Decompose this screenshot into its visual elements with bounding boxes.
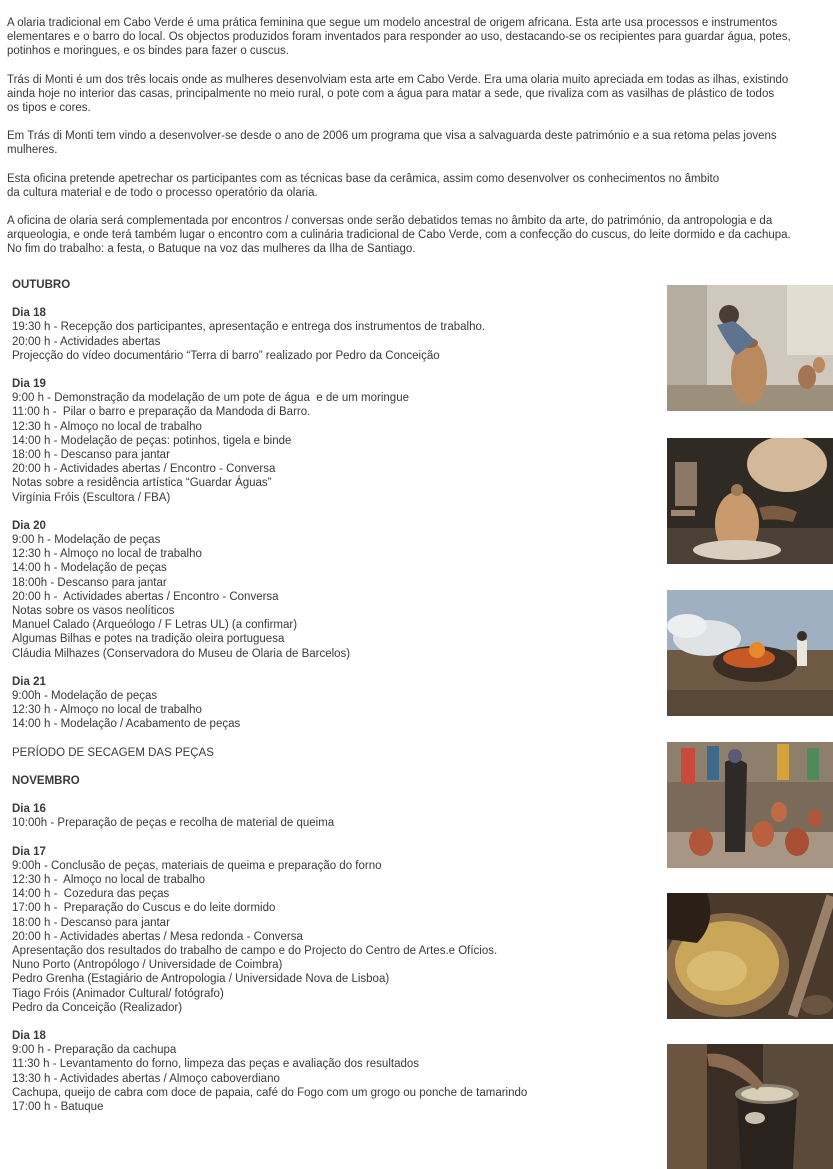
schedule-line: 10:00h - Preparação de peças e recolha de material de queima: [12, 817, 335, 830]
drying-period-label: PERÍODO DE SECAGEM DAS PEÇAS: [12, 746, 214, 759]
schedule-line: Cláudia Milhazes (Conservadora do Museu de Olaria de Barcelos): [12, 647, 351, 660]
october-days: [12, 306, 652, 731]
schedule-line: Cachupa, queijo de cabra com doce de papaia, café do Fogo com um grogo ou ponche de tamarindo: [12, 1086, 528, 1099]
november-days: [12, 802, 652, 1114]
schedule-day: [12, 519, 652, 661]
month-heading-november: NOVEMBRO: [12, 774, 80, 787]
intro-paragraph: Em Trás di Monti tem vindo a desenvolver-se desde o ano de 2006 um programa que visa a salvaguarda deste património e a sua retoma pelas jovens mulheres.: [7, 130, 777, 157]
schedule-line: Virgínia Fróis (Escultora / FBA): [12, 491, 171, 504]
day-title: Dia 18: [12, 1029, 46, 1042]
schedule-line: 12:30 h - Almoço no local de trabalho: [12, 548, 202, 561]
schedule: [12, 278, 652, 1128]
schedule-line: 19:30 h - Recepção dos participantes, apresentação e entrega dos instrumentos de trabalho.: [12, 321, 486, 334]
schedule-line: Pedro Grenha (Estagiário de Antropologia / Universidade Nova de Lisboa): [12, 973, 390, 986]
schedule-line: 9:00 h - Demonstração da modelação de um pote de água e de um moringue: [12, 392, 409, 405]
schedule-line: Algumas Bilhas e potes na tradição oleira portuguesa: [12, 633, 285, 646]
schedule-line: Notas sobre os vasos neolíticos: [12, 605, 175, 618]
day-title: Dia 18: [12, 307, 46, 320]
schedule-line: 20:00 h - Actividades abertas / Mesa redonda - Conversa: [12, 930, 303, 943]
schedule-line: Projecção do vídeo documentário “Terra di barro” realizado por Pedro da Conceição: [12, 349, 440, 362]
schedule-line: 17:00 h - Preparação do Cuscus e do leite dormido: [12, 902, 276, 915]
photo-hands-shaping-pot: [667, 438, 833, 564]
schedule-line: 18:00 h - Descanso para jantar: [12, 449, 170, 462]
day-title: Dia 20: [12, 519, 46, 532]
schedule-line: Nuno Porto (Antropólogo / Universidade de Coimbra): [12, 959, 283, 972]
schedule-line: 20:00 h - Actividades abertas / Encontro - Conversa: [12, 463, 276, 476]
schedule-line: 9:00 h - Modelação de peças: [12, 534, 161, 547]
intro-paragraph: Trás di Monti é um dos três locais onde as mulheres desenvolviam esta arte em Cabo Verde. Era uma olaria muito apreciada em todas as ilhas, existindo ainda hoje no interior das casas, principalmente no meio rural, o pote com a água para matar a sede, que rivaliza com as vasilhas de plástico de todos os tipos e cores.: [7, 73, 789, 115]
intro-paragraph: A olaria tradicional em Cabo Verde é uma prática feminina que segue um modelo ancestral de origem africana. Esta arte usa processos e instrumentos elementares e o barro do local. Os objectos produzidos foram inventados para responder ao uso, destacando-se os recipientes para guardar água, potes, potinhos e moringues, e os bindes para fazer o cuscus.: [7, 17, 791, 58]
schedule-day: [12, 306, 652, 363]
day-title: Dia 16: [12, 803, 46, 816]
schedule-line: Manuel Calado (Arqueólogo / F Letras UL) (a confirmar): [12, 619, 298, 632]
day-title: Dia 19: [12, 378, 46, 391]
schedule-line: 18:00h - Descanso para jantar: [12, 576, 167, 589]
schedule-line: 14:00 h - Cozedura das peças: [12, 888, 170, 901]
day-title: Dia 17: [12, 845, 46, 858]
schedule-day: [12, 845, 652, 1015]
intro-paragraph: Esta oficina pretende apetrechar os participantes com as técnicas base da cerâmica, assim como desenvolver os conhecimentos no âmbito da cultura material e de todo o processo operatório da olaria.: [7, 172, 720, 199]
schedule-line: 17:00 h - Batuque: [12, 1100, 104, 1113]
day-title: Dia 21: [12, 675, 46, 688]
schedule-line: 9:00h - Conclusão de peças, materiais de queima e preparação do forno: [12, 859, 382, 872]
intro-text: [7, 16, 827, 271]
schedule-line: 11:00 h - Pilar o barro e preparação da Mandoda di Barro.: [12, 406, 311, 419]
photo-potter-at-wheel: [667, 285, 833, 411]
schedule-line: Notas sobre a residência artística “Guardar Águas”: [12, 477, 272, 490]
schedule-line: 14:00 h - Modelação de peças: potinhos, tigela e binde: [12, 434, 292, 447]
schedule-line: 20:00 h - Actividades abertas / Encontro - Conversa: [12, 590, 279, 603]
photo-cooking-pot: [667, 1044, 833, 1169]
schedule-line: 14:00 h - Modelação de peças: [12, 562, 167, 575]
schedule-line: 11:30 h - Levantamento do forno, limpeza das peças e avaliação dos resultados: [12, 1058, 420, 1071]
schedule-line: 9:00h - Modelação de peças: [12, 690, 158, 703]
schedule-line: 20:00 h - Actividades abertas: [12, 335, 161, 348]
schedule-day: [12, 675, 652, 732]
schedule-line: 14:00 h - Modelação / Acabamento de peças: [12, 718, 241, 731]
intro-paragraph: A oficina de olaria será complementada por encontros / conversas onde serão debatidos temas no âmbito da arte, do património, da antropologia e da arqueologia, e onde terá também lugar o encontro com a culinária tradicional de Cabo Verde, com a confecção do cuscus, do leite dormido e da cachupa. No fim do trabalho: a festa, o Batuque na voz das mulheres da Ilha de Santiago.: [7, 215, 791, 256]
photo-crowd-with-pots: [667, 742, 833, 868]
photo-open-firing: [667, 590, 833, 716]
schedule-line: 9:00 h - Preparação da cachupa: [12, 1044, 177, 1057]
photo-grain-in-mortar: [667, 893, 833, 1019]
schedule-day: [12, 802, 652, 830]
schedule-day: [12, 1029, 652, 1114]
schedule-line: Pedro da Conceição (Realizador): [12, 1001, 183, 1014]
schedule-line: 13:30 h - Actividades abertas / Almoço caboverdiano: [12, 1072, 280, 1085]
schedule-line: Tiago Fróis (Animador Cultural/ fotógrafo): [12, 987, 224, 1000]
schedule-line: 18:00 h - Descanso para jantar: [12, 916, 170, 929]
schedule-day: [12, 377, 652, 505]
schedule-line: 12:30 h - Almoço no local de trabalho: [12, 873, 206, 886]
schedule-line: 12:30 h - Almoço no local de trabalho: [12, 704, 202, 717]
schedule-line: 12:30 h - Almoço no local de trabalho: [12, 420, 202, 433]
month-heading-october: OUTUBRO: [12, 279, 71, 291]
schedule-line: Apresentação dos resultados do trabalho de campo e do Projecto do Centro de Artes.e Ofícios.: [12, 944, 498, 957]
